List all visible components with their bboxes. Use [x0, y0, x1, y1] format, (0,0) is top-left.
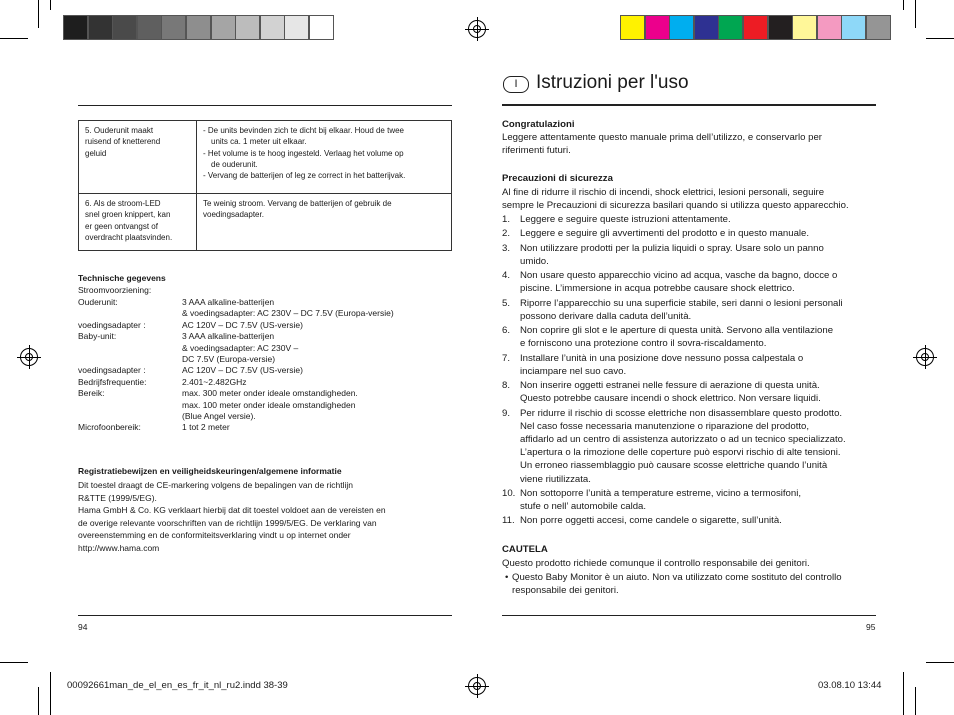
- gray-swatch: [211, 15, 236, 40]
- list-item: Non inserire oggetti estranei nelle fessure di aerazione di questa unità.: [520, 380, 820, 392]
- spec-value: & voedingsadapter: AC 230V –: [182, 342, 299, 353]
- list-item: umido.: [520, 255, 549, 267]
- spec-value: max. 300 meter onder ideale omstandigheden.: [182, 388, 358, 399]
- spec-label: Ouderunit:: [78, 297, 118, 307]
- list-item: inciampare nel suo cavo.: [520, 365, 627, 377]
- spec-label: Baby-unit:: [78, 331, 117, 342]
- right-bottom-rule: [502, 615, 876, 616]
- list-item: Un erroneo riassemblaggio può causare scosse elettriche quando l’unità: [520, 460, 828, 472]
- gray-swatch: [63, 15, 88, 40]
- list-item: Per ridurre il rischio di scosse elettriche non disassemblare questo prodotto.: [520, 407, 843, 419]
- table-cell-solution: Te weinig stroom. Vervang de batterijen of gebruik de voedingsadapter.: [197, 194, 452, 251]
- table-row: [79, 121, 452, 194]
- list-item: L’apertura o la rimozione delle coperture può esporvi rischio di alte tensioni.: [520, 447, 841, 459]
- gray-swatch: [88, 15, 113, 40]
- list-item-number: 10.: [502, 487, 516, 499]
- caution-bullet-text: Questo Baby Monitor è un aiuto. Non va utilizzato come sostituto del controllo responsabile dei genitori.: [512, 572, 842, 597]
- caution-text: Questo prodotto richiede comunque il controllo responsabile dei genitori.: [502, 558, 810, 569]
- spec-value: AC 120V – DC 7.5V (US-versie): [182, 365, 303, 376]
- color-swatch: [694, 15, 719, 40]
- table-cell-problem: 5. Ouderunit maakt ruisend of knetterend geluid: [79, 121, 197, 194]
- list-item-number: 2.: [502, 228, 511, 240]
- spec-value: AC 120V – DC 7.5V (US-versie): [182, 319, 303, 330]
- list-item: Installare l’unità in una posizione dove nessuno possa calpestala o: [520, 352, 804, 364]
- page-number-left: 94: [78, 622, 88, 632]
- color-swatch: [841, 15, 866, 40]
- spec-value: 2.401~2.482GHz: [182, 376, 247, 387]
- table-cell-solution: - De units bevinden zich te dicht bij elkaar. Houd de twee units ca. 1 meter uit elkaar. - Het volume is te hoog ingesteld. Verlaag het volume op de ouderunit. - Vervang de batterijen of leg ze correct in het batterijvak.: [197, 121, 452, 194]
- registration-mark-icon: [916, 348, 934, 366]
- caution-bullet-marker: •: [505, 572, 509, 583]
- color-swatch: [792, 15, 817, 40]
- page-number-right: 95: [866, 622, 876, 632]
- color-swatch: [866, 15, 891, 40]
- registration-mark-icon: [468, 20, 486, 38]
- list-item: Leggere e seguire gli avvertimenti del prodotto e in questo manuale.: [520, 228, 810, 240]
- spec-label: Bereik:: [78, 388, 105, 399]
- left-bottom-rule: [78, 615, 452, 616]
- color-swatch: [743, 15, 768, 40]
- list-item: possono derivare dalla caduta dell’unità.: [520, 310, 692, 322]
- table-row: [79, 194, 452, 251]
- gray-swatch: [260, 15, 285, 40]
- footer-datetime: 03.08.10 13:44: [818, 680, 882, 691]
- color-swatch: [669, 15, 694, 40]
- safety-intro: Al fine di ridurre il rischio di incendi, shock elettrici, lesioni personali, seguire sempre le Precauzioni di sicurezza basilari quando si utilizza questo apparecchio.: [502, 187, 849, 212]
- color-swatch: [645, 15, 670, 40]
- spec-value: (Blue Angel versie).: [182, 411, 256, 421]
- color-swatch: [817, 15, 842, 40]
- list-item: Nel caso fosse necessaria manutenzione o riparazione del prodotto,: [520, 420, 810, 432]
- list-item: Non coprire gli slot e le aperture di questa unità. Servono alla ventilazione: [520, 325, 834, 337]
- gray-swatch: [309, 15, 334, 40]
- spec-value: max. 100 meter onder ideale omstandigheden: [182, 399, 356, 410]
- list-item: Non utilizzare prodotti per la pulizia liquidi o spray. Usare solo un panno: [520, 242, 824, 254]
- footer-filename: 00092661man_de_el_en_es_fr_it_nl_ru2.indd 38-39: [67, 680, 288, 691]
- registration-mark-icon: [20, 348, 38, 366]
- list-item: Leggere e seguire queste istruzioni attentamente.: [520, 214, 731, 225]
- list-item-number: 7.: [502, 352, 511, 364]
- registration-mark-icon: [468, 677, 486, 695]
- troubleshooting-table: [78, 120, 452, 251]
- spec-label: voedingsadapter :: [78, 365, 146, 376]
- list-item-number: 9.: [502, 407, 511, 419]
- list-item: Non porre oggetti accesi, come candele o sigarette, sull’unità.: [520, 515, 782, 527]
- spec-label: voedingsadapter :: [78, 319, 146, 330]
- caution-heading: CAUTELA: [502, 544, 548, 555]
- list-item-number: 3.: [502, 242, 511, 254]
- spec-value: & voedingsadapter: AC 230V – DC 7.5V (Europa-versie): [182, 308, 394, 319]
- gray-swatch: [112, 15, 137, 40]
- color-swatch: [768, 15, 793, 40]
- left-top-rule: [78, 105, 452, 106]
- tech-specs-subheading: Stroomvoorziening:: [78, 285, 152, 295]
- list-item: stufe o nell’ automobile calda.: [520, 501, 647, 513]
- list-item: affidarlo ad un centro di assistenza autorizzato o ad un tecnico specializzato.: [520, 434, 846, 445]
- list-item: Non sottoporre l’unità a temperature estreme, vicino a termosifoni,: [520, 487, 802, 499]
- tech-specs-heading: Technische gegevens: [78, 273, 166, 283]
- spec-value: DC 7.5V (Europa-versie): [182, 354, 276, 364]
- spec-label: Microfoonbereik:: [78, 422, 141, 433]
- gray-swatch: [137, 15, 162, 40]
- list-item-number: 1.: [502, 214, 511, 225]
- list-item-number: 8.: [502, 380, 511, 392]
- spec-label: Bedrijfsfrequentie:: [78, 376, 147, 387]
- gray-swatch: [284, 15, 309, 40]
- gray-swatch: [186, 15, 211, 40]
- list-item: e forniscono una protezione contro il sovra-riscaldamento.: [520, 338, 767, 350]
- list-item-number: 4.: [502, 270, 511, 282]
- list-item-number: 5.: [502, 297, 511, 309]
- gray-swatch: [235, 15, 260, 40]
- page-title: Istruzioni per l'uso: [536, 72, 689, 93]
- congrats-heading: Congratulazioni: [502, 119, 575, 130]
- color-swatch: [620, 15, 645, 40]
- list-item-number: 11.: [502, 515, 515, 527]
- list-item: Non usare questo apparecchio vicino ad acqua, vasche da bagno, docce o: [520, 270, 838, 282]
- registration-heading: Registratiebewijzen en veiligheidskeuringen/algemene informatie: [78, 466, 342, 476]
- table-cell-problem: 6. Als de stroom-LED snel groen knippert, kan er geen ontvangst of overdracht plaatsvinden.: [79, 194, 197, 251]
- registration-text: Dit toestel draagt de CE-markering volgens de bepalingen van de richtlijn R&TTE (1999/5/EG). Hama GmbH & Co. KG verklaart hierbij dat dit toestel voldoet aan de vereisten en de overige relevante voorschriften van de richtlijn 1999/5/EG. De verklaring van overeenstemming en de conformiteitsverklaring vindt u op internet onder http://www.hama.com: [78, 480, 386, 553]
- spec-value: 1 tot 2 meter: [182, 422, 230, 433]
- safety-heading: Precauzioni di sicurezza: [502, 173, 613, 184]
- spec-value: 3 AAA alkaline-batterijen: [182, 331, 275, 342]
- list-item: Questo potrebbe causare incendi o shock elettrico. Non versare liquidi.: [520, 393, 821, 405]
- color-swatch: [718, 15, 743, 40]
- gray-swatch: [161, 15, 186, 40]
- list-item: viene riutilizzata.: [520, 473, 591, 485]
- language-badge: I: [503, 76, 529, 93]
- list-item: piscine. L’immersione in acqua potrebbe causare shock elettrico.: [520, 283, 795, 295]
- title-rule: [502, 104, 876, 106]
- list-item-number: 6.: [502, 325, 511, 337]
- spec-value: 3 AAA alkaline-batterijen: [182, 297, 275, 307]
- congrats-text: Leggere attentamente questo manuale prima dell’utilizzo, e conservarlo per riferimenti futuri.: [502, 132, 822, 157]
- list-item: Riporre l’apparecchio su una superficie stabile, seri danni o lesioni personali: [520, 297, 843, 309]
